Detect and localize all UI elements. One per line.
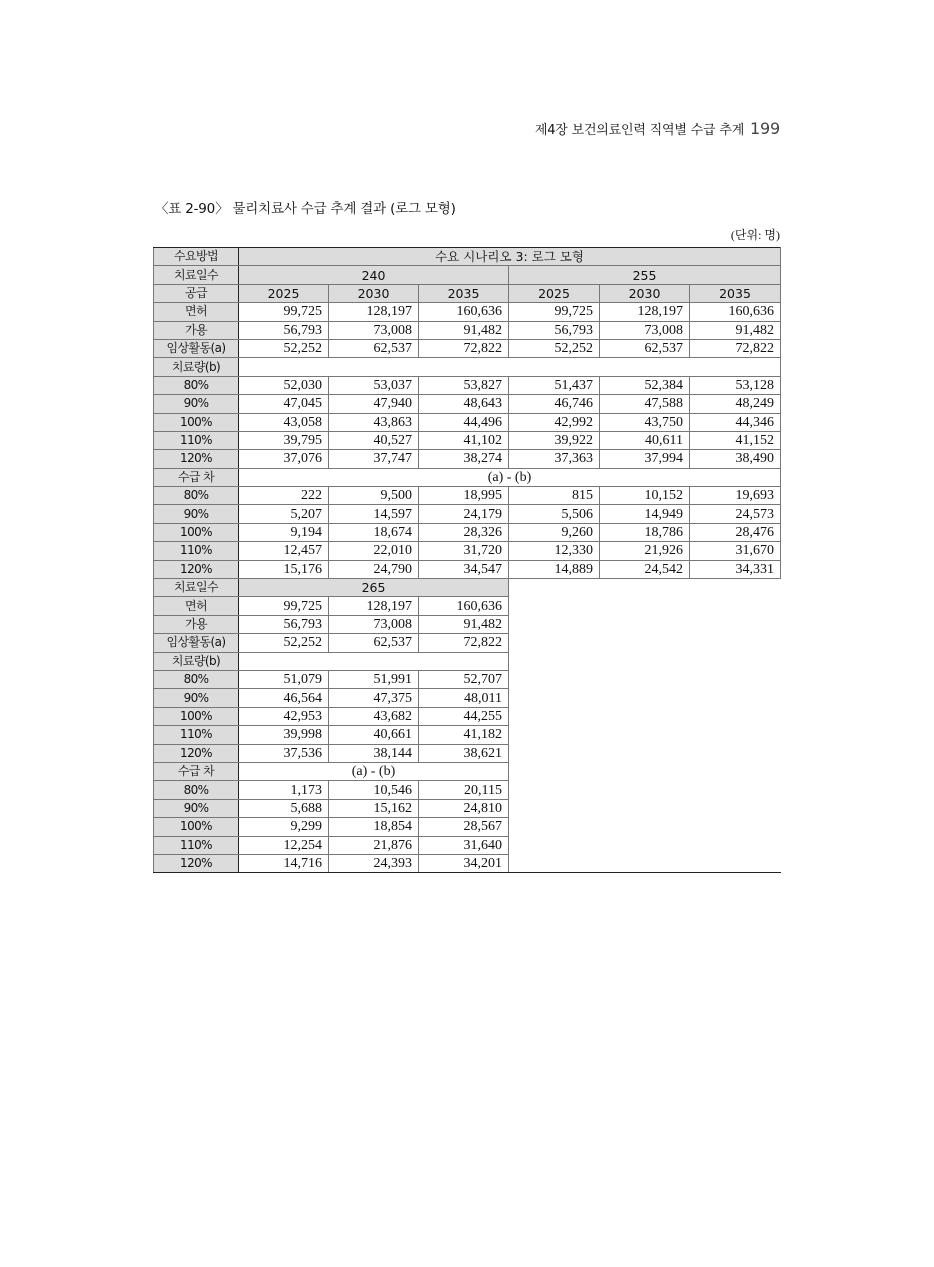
section-spacer <box>239 358 781 376</box>
row-label: 수요방법 <box>154 248 239 266</box>
empty-cell <box>509 579 600 597</box>
value-cell: 47,375 <box>329 689 419 707</box>
table-row <box>154 542 781 560</box>
value-cell: 53,128 <box>690 376 781 394</box>
table-row <box>154 376 781 394</box>
value-cell: 56,793 <box>239 321 329 339</box>
empty-cell <box>690 689 781 707</box>
empty-cell <box>690 726 781 744</box>
value-cell: 72,822 <box>690 339 781 357</box>
year-header: 2035 <box>690 284 781 302</box>
table-row <box>154 284 781 302</box>
empty-cell <box>690 652 781 670</box>
empty-cell <box>690 579 781 597</box>
value-cell: 28,326 <box>419 523 509 541</box>
value-cell: 52,252 <box>239 339 329 357</box>
gap-formula: (a) - (b) <box>239 762 509 780</box>
value-cell: 48,643 <box>419 395 509 413</box>
value-cell: 40,527 <box>329 431 419 449</box>
value-cell: 47,588 <box>600 395 690 413</box>
value-cell: 14,597 <box>329 505 419 523</box>
value-cell: 37,076 <box>239 450 329 468</box>
value-cell: 62,537 <box>600 339 690 357</box>
row-label: 임상활동(a) <box>154 339 239 357</box>
value-cell: 99,725 <box>509 303 600 321</box>
value-cell: 53,037 <box>329 376 419 394</box>
value-cell: 41,182 <box>419 726 509 744</box>
row-label: 90% <box>154 395 239 413</box>
value-cell: 38,274 <box>419 450 509 468</box>
empty-cell <box>600 670 690 688</box>
value-cell: 38,490 <box>690 450 781 468</box>
value-cell: 1,173 <box>239 781 329 799</box>
value-cell: 91,482 <box>419 615 509 633</box>
table-row <box>154 431 781 449</box>
row-label: 110% <box>154 726 239 744</box>
year-header: 2035 <box>419 284 509 302</box>
value-cell: 37,363 <box>509 450 600 468</box>
row-label: 120% <box>154 450 239 468</box>
table-row <box>154 744 781 762</box>
value-cell: 52,707 <box>419 670 509 688</box>
value-cell: 44,255 <box>419 707 509 725</box>
value-cell: 41,102 <box>419 431 509 449</box>
table-caption: 〈표 2-90〉 물리치료사 수급 추계 결과 (로그 모형) <box>155 201 456 217</box>
value-cell: 39,795 <box>239 431 329 449</box>
value-cell: 15,176 <box>239 560 329 578</box>
value-cell: 56,793 <box>239 615 329 633</box>
value-cell: 52,384 <box>600 376 690 394</box>
value-cell: 14,949 <box>600 505 690 523</box>
value-cell: 73,008 <box>329 615 419 633</box>
empty-cell <box>600 762 690 780</box>
value-cell: 46,746 <box>509 395 600 413</box>
value-cell: 14,716 <box>239 854 329 872</box>
row-label: 80% <box>154 376 239 394</box>
empty-cell <box>600 634 690 652</box>
value-cell: 9,260 <box>509 523 600 541</box>
value-cell: 37,747 <box>329 450 419 468</box>
empty-cell <box>600 707 690 725</box>
value-cell: 53,827 <box>419 376 509 394</box>
table-row <box>154 487 781 505</box>
value-cell: 5,207 <box>239 505 329 523</box>
row-label: 공급 <box>154 284 239 302</box>
value-cell: 12,457 <box>239 542 329 560</box>
table-row <box>154 597 781 615</box>
value-cell: 44,346 <box>690 413 781 431</box>
value-cell: 15,162 <box>329 799 419 817</box>
value-cell: 21,876 <box>329 836 419 854</box>
value-cell: 99,725 <box>239 303 329 321</box>
value-cell: 47,940 <box>329 395 419 413</box>
value-cell: 24,179 <box>419 505 509 523</box>
table-row <box>154 634 781 652</box>
table-row <box>154 781 781 799</box>
empty-cell <box>509 597 600 615</box>
year-header: 2025 <box>509 284 600 302</box>
value-cell: 37,536 <box>239 744 329 762</box>
days-header-240: 240 <box>239 266 509 284</box>
row-label: 100% <box>154 707 239 725</box>
empty-cell <box>690 670 781 688</box>
value-cell: 10,152 <box>600 487 690 505</box>
value-cell: 42,992 <box>509 413 600 431</box>
table-row <box>154 726 781 744</box>
value-cell: 62,537 <box>329 339 419 357</box>
empty-cell <box>509 652 600 670</box>
value-cell: 19,693 <box>690 487 781 505</box>
row-label: 100% <box>154 413 239 431</box>
table-row <box>154 339 781 357</box>
value-cell: 52,030 <box>239 376 329 394</box>
value-cell: 44,496 <box>419 413 509 431</box>
row-label: 80% <box>154 487 239 505</box>
page-number: 199 <box>750 119 780 138</box>
value-cell: 47,045 <box>239 395 329 413</box>
value-cell: 46,564 <box>239 689 329 707</box>
value-cell: 160,636 <box>419 597 509 615</box>
empty-cell <box>509 634 600 652</box>
table-row <box>154 854 781 872</box>
value-cell: 815 <box>509 487 600 505</box>
row-label: 치료량(b) <box>154 358 239 376</box>
value-cell: 128,197 <box>329 597 419 615</box>
value-cell: 31,670 <box>690 542 781 560</box>
table-row <box>154 505 781 523</box>
year-header: 2030 <box>329 284 419 302</box>
value-cell: 52,252 <box>239 634 329 652</box>
value-cell: 34,201 <box>419 854 509 872</box>
row-label: 수급 차 <box>154 468 239 486</box>
value-cell: 52,252 <box>509 339 600 357</box>
value-cell: 9,194 <box>239 523 329 541</box>
row-label: 80% <box>154 670 239 688</box>
value-cell: 41,152 <box>690 431 781 449</box>
empty-cell <box>690 762 781 780</box>
empty-cell <box>690 634 781 652</box>
value-cell: 34,331 <box>690 560 781 578</box>
value-cell: 14,889 <box>509 560 600 578</box>
value-cell: 91,482 <box>419 321 509 339</box>
value-cell: 128,197 <box>329 303 419 321</box>
table-row <box>154 321 781 339</box>
value-cell: 91,482 <box>690 321 781 339</box>
value-cell: 12,254 <box>239 836 329 854</box>
days-header-255: 255 <box>509 266 781 284</box>
value-cell: 5,506 <box>509 505 600 523</box>
value-cell: 28,567 <box>419 818 509 836</box>
empty-cell <box>600 689 690 707</box>
empty-cell <box>600 652 690 670</box>
value-cell: 31,640 <box>419 836 509 854</box>
table-row <box>154 395 781 413</box>
value-cell: 40,611 <box>600 431 690 449</box>
table-row <box>154 652 781 670</box>
row-label: 120% <box>154 744 239 762</box>
table-row <box>154 413 781 431</box>
value-cell: 18,995 <box>419 487 509 505</box>
value-cell: 42,953 <box>239 707 329 725</box>
value-cell: 5,688 <box>239 799 329 817</box>
value-cell: 128,197 <box>600 303 690 321</box>
empty-cell <box>509 689 600 707</box>
table-row <box>154 266 781 284</box>
empty-cell <box>509 799 781 817</box>
table-row <box>154 670 781 688</box>
table-row <box>154 303 781 321</box>
empty-cell <box>600 744 690 762</box>
value-cell: 18,854 <box>329 818 419 836</box>
value-cell: 43,863 <box>329 413 419 431</box>
value-cell: 20,115 <box>419 781 509 799</box>
row-label: 가용 <box>154 615 239 633</box>
value-cell: 160,636 <box>690 303 781 321</box>
value-cell: 72,822 <box>419 634 509 652</box>
value-cell: 24,542 <box>600 560 690 578</box>
empty-cell <box>690 597 781 615</box>
row-label: 90% <box>154 689 239 707</box>
empty-cell <box>509 836 781 854</box>
value-cell: 38,144 <box>329 744 419 762</box>
value-cell: 73,008 <box>329 321 419 339</box>
value-cell: 22,010 <box>329 542 419 560</box>
table-row <box>154 450 781 468</box>
value-cell: 24,393 <box>329 854 419 872</box>
empty-cell <box>690 744 781 762</box>
row-label: 치료일수 <box>154 266 239 284</box>
row-label: 가용 <box>154 321 239 339</box>
value-cell: 160,636 <box>419 303 509 321</box>
value-cell: 39,998 <box>239 726 329 744</box>
empty-cell <box>509 707 600 725</box>
section-spacer <box>239 652 509 670</box>
value-cell: 56,793 <box>509 321 600 339</box>
table-row <box>154 836 781 854</box>
value-cell: 51,079 <box>239 670 329 688</box>
running-header <box>535 119 780 138</box>
empty-cell <box>600 579 690 597</box>
row-label: 120% <box>154 854 239 872</box>
row-label: 면허 <box>154 303 239 321</box>
table-row <box>154 248 781 266</box>
empty-cell <box>600 615 690 633</box>
table-row <box>154 707 781 725</box>
value-cell: 72,822 <box>419 339 509 357</box>
table-row <box>154 523 781 541</box>
value-cell: 31,720 <box>419 542 509 560</box>
empty-cell <box>690 707 781 725</box>
table-row <box>154 615 781 633</box>
value-cell: 51,437 <box>509 376 600 394</box>
scenario-header: 수요 시나리오 3: 로그 모형 <box>239 248 781 266</box>
value-cell: 48,249 <box>690 395 781 413</box>
row-label: 치료량(b) <box>154 652 239 670</box>
value-cell: 37,994 <box>600 450 690 468</box>
value-cell: 12,330 <box>509 542 600 560</box>
row-label: 80% <box>154 781 239 799</box>
row-label: 110% <box>154 431 239 449</box>
row-label: 90% <box>154 505 239 523</box>
row-label: 임상활동(a) <box>154 634 239 652</box>
empty-cell <box>509 615 600 633</box>
empty-cell <box>509 762 600 780</box>
value-cell: 10,546 <box>329 781 419 799</box>
supply-demand-table <box>153 247 781 873</box>
empty-cell <box>509 726 600 744</box>
value-cell: 39,922 <box>509 431 600 449</box>
value-cell: 9,500 <box>329 487 419 505</box>
table-row <box>154 560 781 578</box>
value-cell: 73,008 <box>600 321 690 339</box>
value-cell: 18,786 <box>600 523 690 541</box>
row-label: 110% <box>154 542 239 560</box>
empty-cell <box>690 615 781 633</box>
value-cell: 222 <box>239 487 329 505</box>
table-row <box>154 468 781 486</box>
row-label: 면허 <box>154 597 239 615</box>
empty-cell <box>509 744 600 762</box>
empty-cell <box>509 781 781 799</box>
value-cell: 40,661 <box>329 726 419 744</box>
value-cell: 34,547 <box>419 560 509 578</box>
value-cell: 9,299 <box>239 818 329 836</box>
empty-cell <box>600 597 690 615</box>
empty-cell <box>509 670 600 688</box>
empty-cell <box>509 854 781 872</box>
value-cell: 43,682 <box>329 707 419 725</box>
row-label: 100% <box>154 523 239 541</box>
empty-cell <box>509 818 781 836</box>
value-cell: 21,926 <box>600 542 690 560</box>
days-header-265: 265 <box>239 579 509 597</box>
table-row <box>154 358 781 376</box>
row-label: 100% <box>154 818 239 836</box>
value-cell: 38,621 <box>419 744 509 762</box>
row-label: 수급 차 <box>154 762 239 780</box>
row-label: 90% <box>154 799 239 817</box>
gap-formula: (a) - (b) <box>239 468 781 486</box>
chapter-title: 제4장 보건의료인력 직역별 수급 추계 <box>534 123 745 138</box>
table-row <box>154 762 781 780</box>
year-header: 2025 <box>239 284 329 302</box>
row-label: 120% <box>154 560 239 578</box>
unit-note: (단위: 명) <box>730 228 780 242</box>
value-cell: 43,750 <box>600 413 690 431</box>
value-cell: 99,725 <box>239 597 329 615</box>
row-label: 치료일수 <box>154 579 239 597</box>
table-row <box>154 689 781 707</box>
value-cell: 18,674 <box>329 523 419 541</box>
year-header: 2030 <box>600 284 690 302</box>
row-label: 110% <box>154 836 239 854</box>
value-cell: 51,991 <box>329 670 419 688</box>
empty-cell <box>600 726 690 744</box>
value-cell: 62,537 <box>329 634 419 652</box>
value-cell: 24,573 <box>690 505 781 523</box>
value-cell: 24,790 <box>329 560 419 578</box>
value-cell: 24,810 <box>419 799 509 817</box>
value-cell: 48,011 <box>419 689 509 707</box>
value-cell: 43,058 <box>239 413 329 431</box>
table-row <box>154 799 781 817</box>
value-cell: 28,476 <box>690 523 781 541</box>
table-row <box>154 818 781 836</box>
table-row <box>154 579 781 597</box>
